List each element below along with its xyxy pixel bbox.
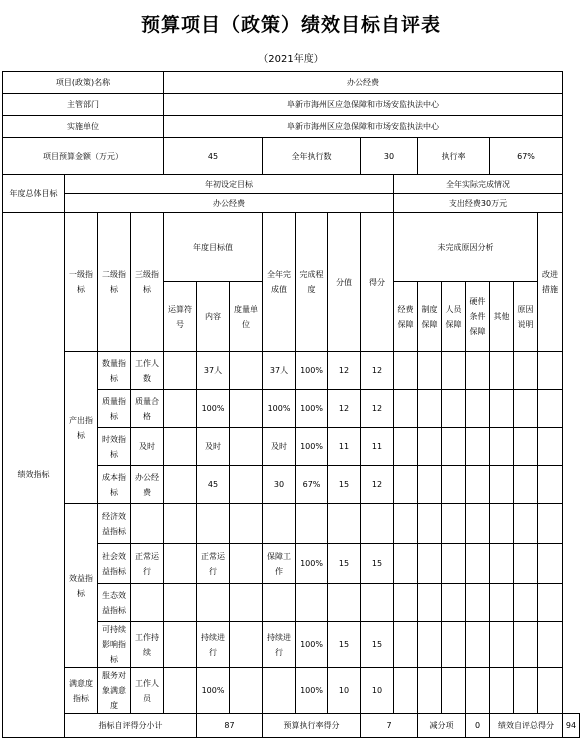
row-r5 <box>490 504 514 544</box>
exec-value: 30 <box>361 138 418 175</box>
row-score <box>328 504 361 544</box>
row-l2: 社会效益指标 <box>98 544 131 584</box>
row-r3 <box>442 544 466 584</box>
row-got: 12 <box>361 390 394 428</box>
row-r5 <box>490 668 514 714</box>
total-score-value: 94 <box>563 714 580 738</box>
row-r4 <box>466 668 490 714</box>
header-unit: 度量单位 <box>230 282 263 352</box>
row-op <box>164 352 197 390</box>
row-yearly: 37人 <box>263 352 296 390</box>
row-unit <box>230 504 263 544</box>
row-completion <box>296 504 328 544</box>
row-measures <box>538 352 563 390</box>
row-completion: 67% <box>296 466 328 504</box>
row-score: 15 <box>328 622 361 668</box>
row-got: 12 <box>361 466 394 504</box>
budget-score-label: 预算执行率得分 <box>263 714 361 738</box>
row-score: 11 <box>328 428 361 466</box>
row-got <box>361 584 394 622</box>
header-content: 内容 <box>197 282 230 352</box>
row-r1 <box>394 668 418 714</box>
row-l3 <box>131 504 164 544</box>
row-r1 <box>394 390 418 428</box>
row-score: 10 <box>328 668 361 714</box>
row-l3: 办公经费 <box>131 466 164 504</box>
row-r3 <box>442 504 466 544</box>
row-content <box>197 504 230 544</box>
row-l3: 及时 <box>131 428 164 466</box>
subtotal-label: 指标自评得分小计 <box>65 714 197 738</box>
dept-value: 阜新市海州区应急保障和市场安监执法中心 <box>164 94 563 116</box>
row-measures <box>538 390 563 428</box>
initial-target-label: 年初设定目标 <box>65 175 394 194</box>
header-measures: 改进措施 <box>538 213 563 352</box>
row-unit <box>230 352 263 390</box>
row-r4 <box>466 584 490 622</box>
row-l2: 经济效益指标 <box>98 504 131 544</box>
header-l3: 三级指标 <box>131 213 164 352</box>
deduction-label: 减分项 <box>418 714 466 738</box>
row-r4 <box>466 622 490 668</box>
row-r4 <box>466 428 490 466</box>
budget-label: 项目预算金额（万元） <box>3 138 164 175</box>
row-completion: 100% <box>296 390 328 428</box>
row-got: 11 <box>361 428 394 466</box>
row-r1 <box>394 352 418 390</box>
row-r2 <box>418 668 442 714</box>
row-r3 <box>442 390 466 428</box>
header-r6: 原因说明 <box>514 282 538 352</box>
row-r2 <box>418 544 442 584</box>
row-measures <box>538 466 563 504</box>
row-r3 <box>442 622 466 668</box>
row-r2 <box>418 622 442 668</box>
row-r6 <box>514 584 538 622</box>
row-got: 15 <box>361 622 394 668</box>
row-r2 <box>418 390 442 428</box>
initial-target-value: 办公经费 <box>65 194 394 213</box>
row-l3: 正常运行 <box>131 544 164 584</box>
perf-indicator-label: 绩效指标 <box>3 213 65 738</box>
row-op <box>164 466 197 504</box>
row-got <box>361 504 394 544</box>
row-unit <box>230 428 263 466</box>
row-completion: 100% <box>296 352 328 390</box>
row-l2: 数量指标 <box>98 352 131 390</box>
row-content <box>197 584 230 622</box>
row-r2 <box>418 584 442 622</box>
row-score: 12 <box>328 390 361 428</box>
satisfaction-indicator-label: 满意度指标 <box>65 668 98 714</box>
header-reasons: 未完成原因分析 <box>394 213 538 282</box>
row-measures <box>538 622 563 668</box>
row-unit <box>230 544 263 584</box>
header-r2: 制度保障 <box>418 282 442 352</box>
row-l3: 工作人数 <box>131 352 164 390</box>
row-score: 12 <box>328 352 361 390</box>
row-l2: 可持续影响指标 <box>98 622 131 668</box>
row-r3 <box>442 668 466 714</box>
row-r6 <box>514 466 538 504</box>
row-content: 100% <box>197 668 230 714</box>
deduction-value: 0 <box>466 714 490 738</box>
row-r6 <box>514 390 538 428</box>
row-yearly <box>263 584 296 622</box>
row-r1 <box>394 428 418 466</box>
total-score-label: 绩效自评总得分 <box>490 714 563 738</box>
row-l3: 工作持续 <box>131 622 164 668</box>
row-op <box>164 622 197 668</box>
row-r3 <box>442 428 466 466</box>
impl-label: 实施单位 <box>3 116 164 138</box>
row-r6 <box>514 504 538 544</box>
row-l3: 质量合格 <box>131 390 164 428</box>
row-l3 <box>131 584 164 622</box>
evaluation-table <box>2 71 580 738</box>
row-content: 37人 <box>197 352 230 390</box>
row-r4 <box>466 466 490 504</box>
row-got: 10 <box>361 668 394 714</box>
row-got: 12 <box>361 352 394 390</box>
row-measures <box>538 668 563 714</box>
header-l2: 二级指标 <box>98 213 131 352</box>
row-l2: 生态效益指标 <box>98 584 131 622</box>
row-yearly <box>263 504 296 544</box>
row-op <box>164 584 197 622</box>
row-r5 <box>490 428 514 466</box>
row-yearly: 及时 <box>263 428 296 466</box>
row-completion <box>296 584 328 622</box>
dept-label: 主管部门 <box>3 94 164 116</box>
row-yearly: 持续进行 <box>263 622 296 668</box>
row-r2 <box>418 504 442 544</box>
row-r4 <box>466 544 490 584</box>
header-got: 得分 <box>361 213 394 352</box>
effect-indicator-label: 效益指标 <box>65 504 98 668</box>
budget-value: 45 <box>164 138 263 175</box>
row-l2: 成本指标 <box>98 466 131 504</box>
row-op <box>164 390 197 428</box>
row-content: 45 <box>197 466 230 504</box>
impl-value: 阜新市海州区应急保障和市场安监执法中心 <box>164 116 563 138</box>
row-r5 <box>490 466 514 504</box>
header-r1: 经费保障 <box>394 282 418 352</box>
row-r3 <box>442 584 466 622</box>
row-r6 <box>514 428 538 466</box>
row-completion: 100% <box>296 544 328 584</box>
row-r6 <box>514 668 538 714</box>
row-yearly <box>263 668 296 714</box>
row-unit <box>230 668 263 714</box>
row-r2 <box>418 428 442 466</box>
row-measures <box>538 544 563 584</box>
row-r5 <box>490 622 514 668</box>
row-r5 <box>490 544 514 584</box>
row-r3 <box>442 352 466 390</box>
header-completion: 完成程度 <box>296 213 328 352</box>
row-measures <box>538 428 563 466</box>
row-completion: 100% <box>296 668 328 714</box>
actual-value: 支出经费30万元 <box>394 194 563 213</box>
row-r2 <box>418 466 442 504</box>
header-score: 分值 <box>328 213 361 352</box>
row-l2: 时效指标 <box>98 428 131 466</box>
header-r3: 人员保障 <box>442 282 466 352</box>
header-annual: 年度目标值 <box>164 213 263 282</box>
row-yearly: 30 <box>263 466 296 504</box>
row-r1 <box>394 544 418 584</box>
header-op: 运算符号 <box>164 282 197 352</box>
row-r5 <box>490 584 514 622</box>
row-r5 <box>490 352 514 390</box>
row-measures <box>538 584 563 622</box>
row-completion: 100% <box>296 622 328 668</box>
row-measures <box>538 504 563 544</box>
project-name-value: 办公经费 <box>164 72 563 94</box>
page-title: 预算项目（政策）绩效目标自评表 <box>140 14 441 36</box>
row-got: 15 <box>361 544 394 584</box>
row-yearly: 保障工作 <box>263 544 296 584</box>
row-op <box>164 428 197 466</box>
row-r1 <box>394 504 418 544</box>
rate-label: 执行率 <box>418 138 490 175</box>
row-content: 正常运行 <box>197 544 230 584</box>
row-op <box>164 504 197 544</box>
row-l2: 质量指标 <box>98 390 131 428</box>
actual-label: 全年实际完成情况 <box>394 175 563 194</box>
row-content: 持续进行 <box>197 622 230 668</box>
row-r5 <box>490 390 514 428</box>
row-r3 <box>442 466 466 504</box>
output-indicator-label: 产出指标 <box>65 352 98 504</box>
row-unit <box>230 466 263 504</box>
exec-label: 全年执行数 <box>263 138 361 175</box>
row-r1 <box>394 584 418 622</box>
row-score <box>328 584 361 622</box>
subtotal-value: 87 <box>197 714 263 738</box>
row-r1 <box>394 622 418 668</box>
row-completion: 100% <box>296 428 328 466</box>
row-op <box>164 544 197 584</box>
row-r4 <box>466 390 490 428</box>
row-r6 <box>514 544 538 584</box>
header-yearly: 全年完成值 <box>263 213 296 352</box>
row-unit <box>230 390 263 428</box>
row-score: 15 <box>328 544 361 584</box>
row-op <box>164 668 197 714</box>
rate-value: 67% <box>490 138 563 175</box>
overall-label: 年度总体目标 <box>3 175 65 213</box>
header-l1: 一级指标 <box>65 213 98 352</box>
row-l3: 工作人员 <box>131 668 164 714</box>
row-yearly: 100% <box>263 390 296 428</box>
project-name-label: 项目(政策)名称 <box>3 72 164 94</box>
header-r4: 硬件条件保障 <box>466 282 490 352</box>
budget-score-value: 7 <box>361 714 418 738</box>
year-subtitle: （2021年度） <box>258 54 324 65</box>
row-score: 15 <box>328 466 361 504</box>
row-content: 100% <box>197 390 230 428</box>
row-r1 <box>394 466 418 504</box>
row-r4 <box>466 352 490 390</box>
row-l2: 服务对象满意度 <box>98 668 131 714</box>
row-r6 <box>514 622 538 668</box>
row-r4 <box>466 504 490 544</box>
row-r6 <box>514 352 538 390</box>
row-unit <box>230 584 263 622</box>
row-r2 <box>418 352 442 390</box>
header-r5: 其他 <box>490 282 514 352</box>
row-unit <box>230 622 263 668</box>
row-content: 及时 <box>197 428 230 466</box>
